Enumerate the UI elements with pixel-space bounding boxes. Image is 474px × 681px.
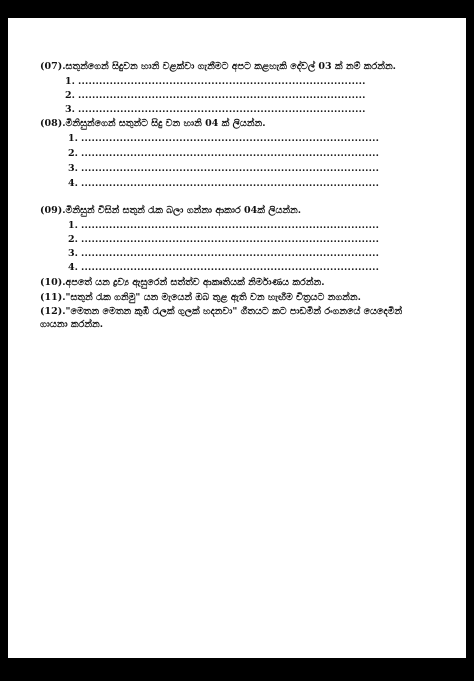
- answer-number: 4.: [68, 178, 78, 189]
- question-12: [40, 305, 420, 331]
- question-text: මිනිසුන් විසින් සතුන් රැක බලා ගන්නා ආකාර 04ක් ලියන්න.: [65, 205, 302, 216]
- question-number: (12).: [40, 306, 66, 317]
- answer-number: 2.: [65, 90, 75, 101]
- question-number: (07).: [40, 61, 66, 72]
- answer-line: [68, 234, 380, 246]
- answer-line: [68, 133, 380, 145]
- question-text: අපතේ යන ද්‍රව්‍ය ඇසුරෙන් සත්ත්ව ආකෘතියක් නිර්මාණය කරන්න.: [65, 277, 325, 288]
- answer-line: [68, 220, 380, 232]
- question-10: [40, 276, 325, 289]
- worksheet-page: [8, 18, 466, 658]
- answer-dots: ..................................................................................: [78, 104, 366, 115]
- answer-line: [68, 163, 380, 175]
- question-text: "මෙතන මෙතන කුඹි රැලක් ගුලක් හදනවා" ගීතයට කට පාඩමින් රංගනයේ යෙදෙමින් ගායනා කරන්න.: [40, 306, 403, 330]
- answer-number: 1.: [68, 133, 78, 144]
- answer-number: 2.: [68, 148, 78, 159]
- answer-line: [65, 104, 366, 116]
- answer-dots: .....................................................................................: [81, 133, 380, 144]
- answer-number: 3.: [65, 104, 75, 115]
- answer-line: [68, 178, 380, 190]
- answer-dots: .....................................................................................: [81, 148, 380, 159]
- answer-number: 3.: [68, 248, 78, 259]
- question-number: (08).: [40, 118, 66, 129]
- question-text: සතුන්ගෙන් සිදුවන හානි වළක්වා ගැනීමට අපට කළහැකි දේවල් 03 ක් නම් කරන්න.: [65, 61, 396, 72]
- answer-line: [68, 248, 380, 260]
- question-number: (09).: [40, 205, 66, 216]
- answer-dots: .....................................................................................: [81, 262, 380, 273]
- answer-line: [65, 76, 366, 88]
- question-11: [40, 291, 361, 304]
- answer-number: 1.: [68, 220, 78, 231]
- question-07: [40, 60, 396, 73]
- question-text: මිනිසුන්ගෙන් සතුන්ට සිදු වන හානි 04 ක් ලියන්න.: [65, 118, 266, 129]
- answer-dots: .....................................................................................: [81, 163, 380, 174]
- answer-line: [68, 262, 380, 274]
- answer-number: 4.: [68, 262, 78, 273]
- answer-dots: .....................................................................................: [81, 248, 380, 259]
- question-09: [40, 204, 301, 217]
- answer-dots: ..................................................................................: [78, 90, 366, 101]
- question-08: [40, 117, 266, 130]
- answer-dots: .....................................................................................: [81, 234, 380, 245]
- answer-line: [65, 90, 366, 102]
- answer-number: 1.: [65, 76, 75, 87]
- answer-number: 2.: [68, 234, 78, 245]
- answer-dots: ..................................................................................: [78, 76, 366, 87]
- question-number: (11).: [40, 292, 66, 303]
- answer-dots: .....................................................................................: [81, 178, 380, 189]
- answer-number: 3.: [68, 163, 78, 174]
- answer-line: [68, 148, 380, 160]
- question-number: (10).: [40, 277, 66, 288]
- question-text: "සතුන් රැක ගනිමු" යන මැයෙන් ඔබ තුළ ඇති වන හැඟීම චිත්‍රයට නගන්න.: [65, 292, 361, 303]
- answer-dots: .....................................................................................: [81, 220, 380, 231]
